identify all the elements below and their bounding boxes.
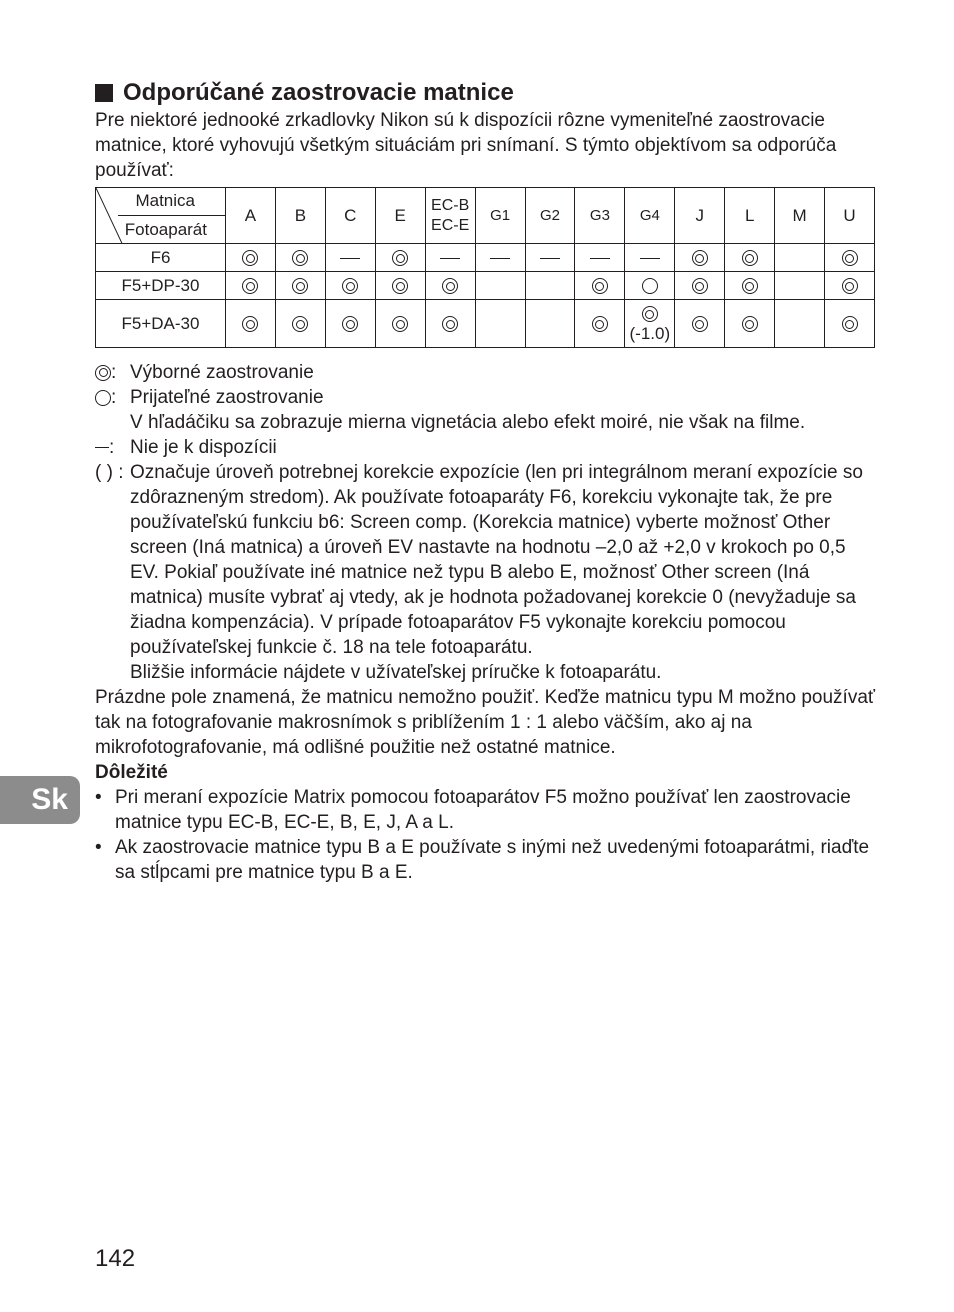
table-cell xyxy=(575,300,625,348)
table-corner-cell xyxy=(96,188,226,244)
page-content xyxy=(95,78,875,885)
double-circle-icon xyxy=(342,316,358,332)
table-cell xyxy=(275,244,325,272)
dash-icon xyxy=(490,258,510,259)
double-circle-icon xyxy=(692,316,708,332)
legend-excellent: : Výborné zaostrovanie xyxy=(95,360,875,385)
double-circle-icon xyxy=(842,316,858,332)
table-cell xyxy=(475,244,525,272)
table-cell xyxy=(675,244,725,272)
dash-icon xyxy=(540,258,560,259)
page-number: 142 xyxy=(95,1245,136,1272)
double-circle-icon xyxy=(692,278,708,294)
empty-note: Prázdne pole znamená, že matnicu nemožno použiť. Keďže matnicu typu M možno používať tak na fotografovanie makrosnímok s priblížením 1 : 1 alebo väčším, ako aj na mikrofotografovanie, má odlišné použitie než ostatné matnice. xyxy=(95,687,876,758)
double-circle-icon xyxy=(292,316,308,332)
double-circle-icon xyxy=(692,250,708,266)
table-cell xyxy=(425,244,475,272)
double-circle-icon xyxy=(392,316,408,332)
double-circle-icon xyxy=(742,316,758,332)
double-circle-icon xyxy=(742,278,758,294)
table-row xyxy=(96,300,875,348)
section-title xyxy=(95,78,875,108)
table-cell xyxy=(475,300,525,348)
col-header-g3: G3 xyxy=(575,188,625,244)
table-cell xyxy=(375,244,425,272)
legend-acceptable: : Prijateľné zaostrovanie xyxy=(95,385,875,410)
table-row xyxy=(96,244,875,272)
corner-camera-label: Fotoaparát xyxy=(124,220,207,239)
focusing-screen-table xyxy=(95,187,875,348)
table-cell xyxy=(625,300,675,348)
double-circle-icon xyxy=(342,278,358,294)
legend-acceptable-note: V hľadáčiku sa zobrazuje mierna vignetácia alebo efekt moiré, nie však na filme. xyxy=(130,412,806,433)
table-cell xyxy=(775,272,825,300)
legend xyxy=(95,360,875,685)
double-circle-icon xyxy=(592,278,608,294)
double-circle-icon xyxy=(742,250,758,266)
col-header-ec xyxy=(425,188,475,244)
corner-divider xyxy=(118,215,225,216)
correction-note: (-1.0) xyxy=(629,323,671,343)
col-header-g4: G4 xyxy=(625,188,675,244)
col-header-u: U xyxy=(825,188,875,244)
dash-icon xyxy=(95,447,109,448)
table-row xyxy=(96,272,875,300)
dash-icon xyxy=(590,258,610,259)
legend-paren-key: ( ) : xyxy=(95,462,124,483)
col-header-g2: G2 xyxy=(525,188,575,244)
important-heading: Dôležité xyxy=(95,762,168,783)
col-header-g1: G1 xyxy=(475,188,525,244)
double-circle-icon xyxy=(292,278,308,294)
language-tab: Sk xyxy=(0,776,80,824)
double-circle-icon xyxy=(242,316,258,332)
list-item: • Pri meraní expozície Matrix pomocou fotoaparátov F5 možno používať len zaostrovacie matnice typu EC-B, EC-E, B, E, J, A a L. xyxy=(95,785,875,835)
double-circle-icon xyxy=(842,278,858,294)
table-cell xyxy=(825,300,875,348)
table-cell xyxy=(675,272,725,300)
table-cell xyxy=(375,272,425,300)
double-circle-icon xyxy=(95,365,111,381)
double-circle-icon xyxy=(292,250,308,266)
table-cell xyxy=(725,300,775,348)
double-circle-icon xyxy=(392,250,408,266)
table-cell xyxy=(775,300,825,348)
table-cell xyxy=(825,272,875,300)
circle-icon xyxy=(95,390,111,406)
table-cell xyxy=(725,244,775,272)
double-circle-icon xyxy=(242,250,258,266)
corner-screen-label: Matnica xyxy=(135,191,195,210)
table-cell xyxy=(525,244,575,272)
legend-acceptable-text: Prijateľné zaostrovanie xyxy=(130,387,324,408)
circle-icon xyxy=(642,278,658,294)
col-header-b: B xyxy=(275,188,325,244)
table-header-row xyxy=(96,188,875,244)
legend-paren xyxy=(95,460,875,660)
intro-paragraph: Pre niektoré jednooké zrkadlovky Nikon sú k dispozícii rôzne vymeniteľné zaostrovacie matnice, ktoré vyhovujú všetkým situáciám pri snímaní. S týmto objektívom sa odporúča používať: xyxy=(95,110,837,181)
col-header-l: L xyxy=(725,188,775,244)
col-header-c: C xyxy=(325,188,375,244)
double-circle-icon xyxy=(392,278,408,294)
table-cell xyxy=(625,272,675,300)
table-cell xyxy=(575,244,625,272)
table-cell xyxy=(325,272,375,300)
square-bullet-icon xyxy=(95,84,113,102)
legend-excellent-text: Výborné zaostrovanie xyxy=(130,362,314,383)
table-cell xyxy=(525,300,575,348)
table-cell xyxy=(226,272,276,300)
double-circle-icon xyxy=(242,278,258,294)
table-cell xyxy=(675,300,725,348)
legend-paren-text: Označuje úroveň potrebnej korekcie expozície (len pri integrálnom meraní expozície so zdôrazneným stredom). Ak používate fotoaparáty F6, korekciu vykonajte tak, že pre používateľskú funkciu b6: Screen comp. (Korekcia matnice) vyberte možnosť Other screen (Iná matnica) a úroveň EV nastavte na hodnotu –2,0 až +2,0 v krokoch po 0,5 EV. Pokiaľ používate iné matnice než typu B alebo E, možnosť Other screen (Iná matnica) musíte vybrať aj vtedy, ak je hodnota požadovanej korekcie 0 (nevyžaduje sa žiadna kompenzácia). V prípade fotoaparátov F5 vykonajte korekciu pomocou používateľskej funkcie č. 18 na tele fotoaparátu. xyxy=(130,462,863,658)
legend-paren-more: Bližšie informácie nájdete v užívateľskej príručke k fotoaparátu. xyxy=(130,662,662,683)
row-camera-label: F6 xyxy=(96,244,226,272)
table-cell xyxy=(226,244,276,272)
col-header-ecb: EC-B xyxy=(431,196,470,214)
col-header-ece: EC-E xyxy=(431,216,470,234)
g4-cell-stack xyxy=(625,304,674,344)
dash-icon xyxy=(340,258,360,259)
table-cell xyxy=(425,300,475,348)
section-title-text: Odporúčané zaostrovacie matnice xyxy=(123,79,514,106)
dash-icon xyxy=(440,258,460,259)
row-camera-label: F5+DA-30 xyxy=(96,300,226,348)
list-item: • Ak zaostrovacie matnice typu B a E používate s inými než uvedenými fotoaparátmi, riaďte sa stĺpcami pre matnice typu B a E. xyxy=(95,835,875,885)
table-cell xyxy=(625,244,675,272)
table-cell xyxy=(775,244,825,272)
table-cell xyxy=(275,272,325,300)
double-circle-icon xyxy=(592,316,608,332)
table-cell xyxy=(226,300,276,348)
table-cell xyxy=(375,300,425,348)
table-cell xyxy=(825,244,875,272)
double-circle-icon xyxy=(442,316,458,332)
table-cell xyxy=(325,244,375,272)
legend-na: : Nie je k dispozícii xyxy=(95,435,875,460)
table-cell xyxy=(525,272,575,300)
col-header-e: E xyxy=(375,188,425,244)
table-cell xyxy=(425,272,475,300)
important-list xyxy=(95,785,875,885)
table-cell xyxy=(325,300,375,348)
col-header-j: J xyxy=(675,188,725,244)
double-circle-icon xyxy=(842,250,858,266)
table-cell xyxy=(275,300,325,348)
legend-na-text: Nie je k dispozícii xyxy=(130,437,277,458)
col-header-a: A xyxy=(226,188,276,244)
table-cell xyxy=(475,272,525,300)
double-circle-icon xyxy=(642,306,658,322)
row-camera-label: F5+DP-30 xyxy=(96,272,226,300)
table-cell xyxy=(575,272,625,300)
col-header-m: M xyxy=(775,188,825,244)
dash-icon xyxy=(640,258,660,259)
double-circle-icon xyxy=(442,278,458,294)
table-cell xyxy=(725,272,775,300)
